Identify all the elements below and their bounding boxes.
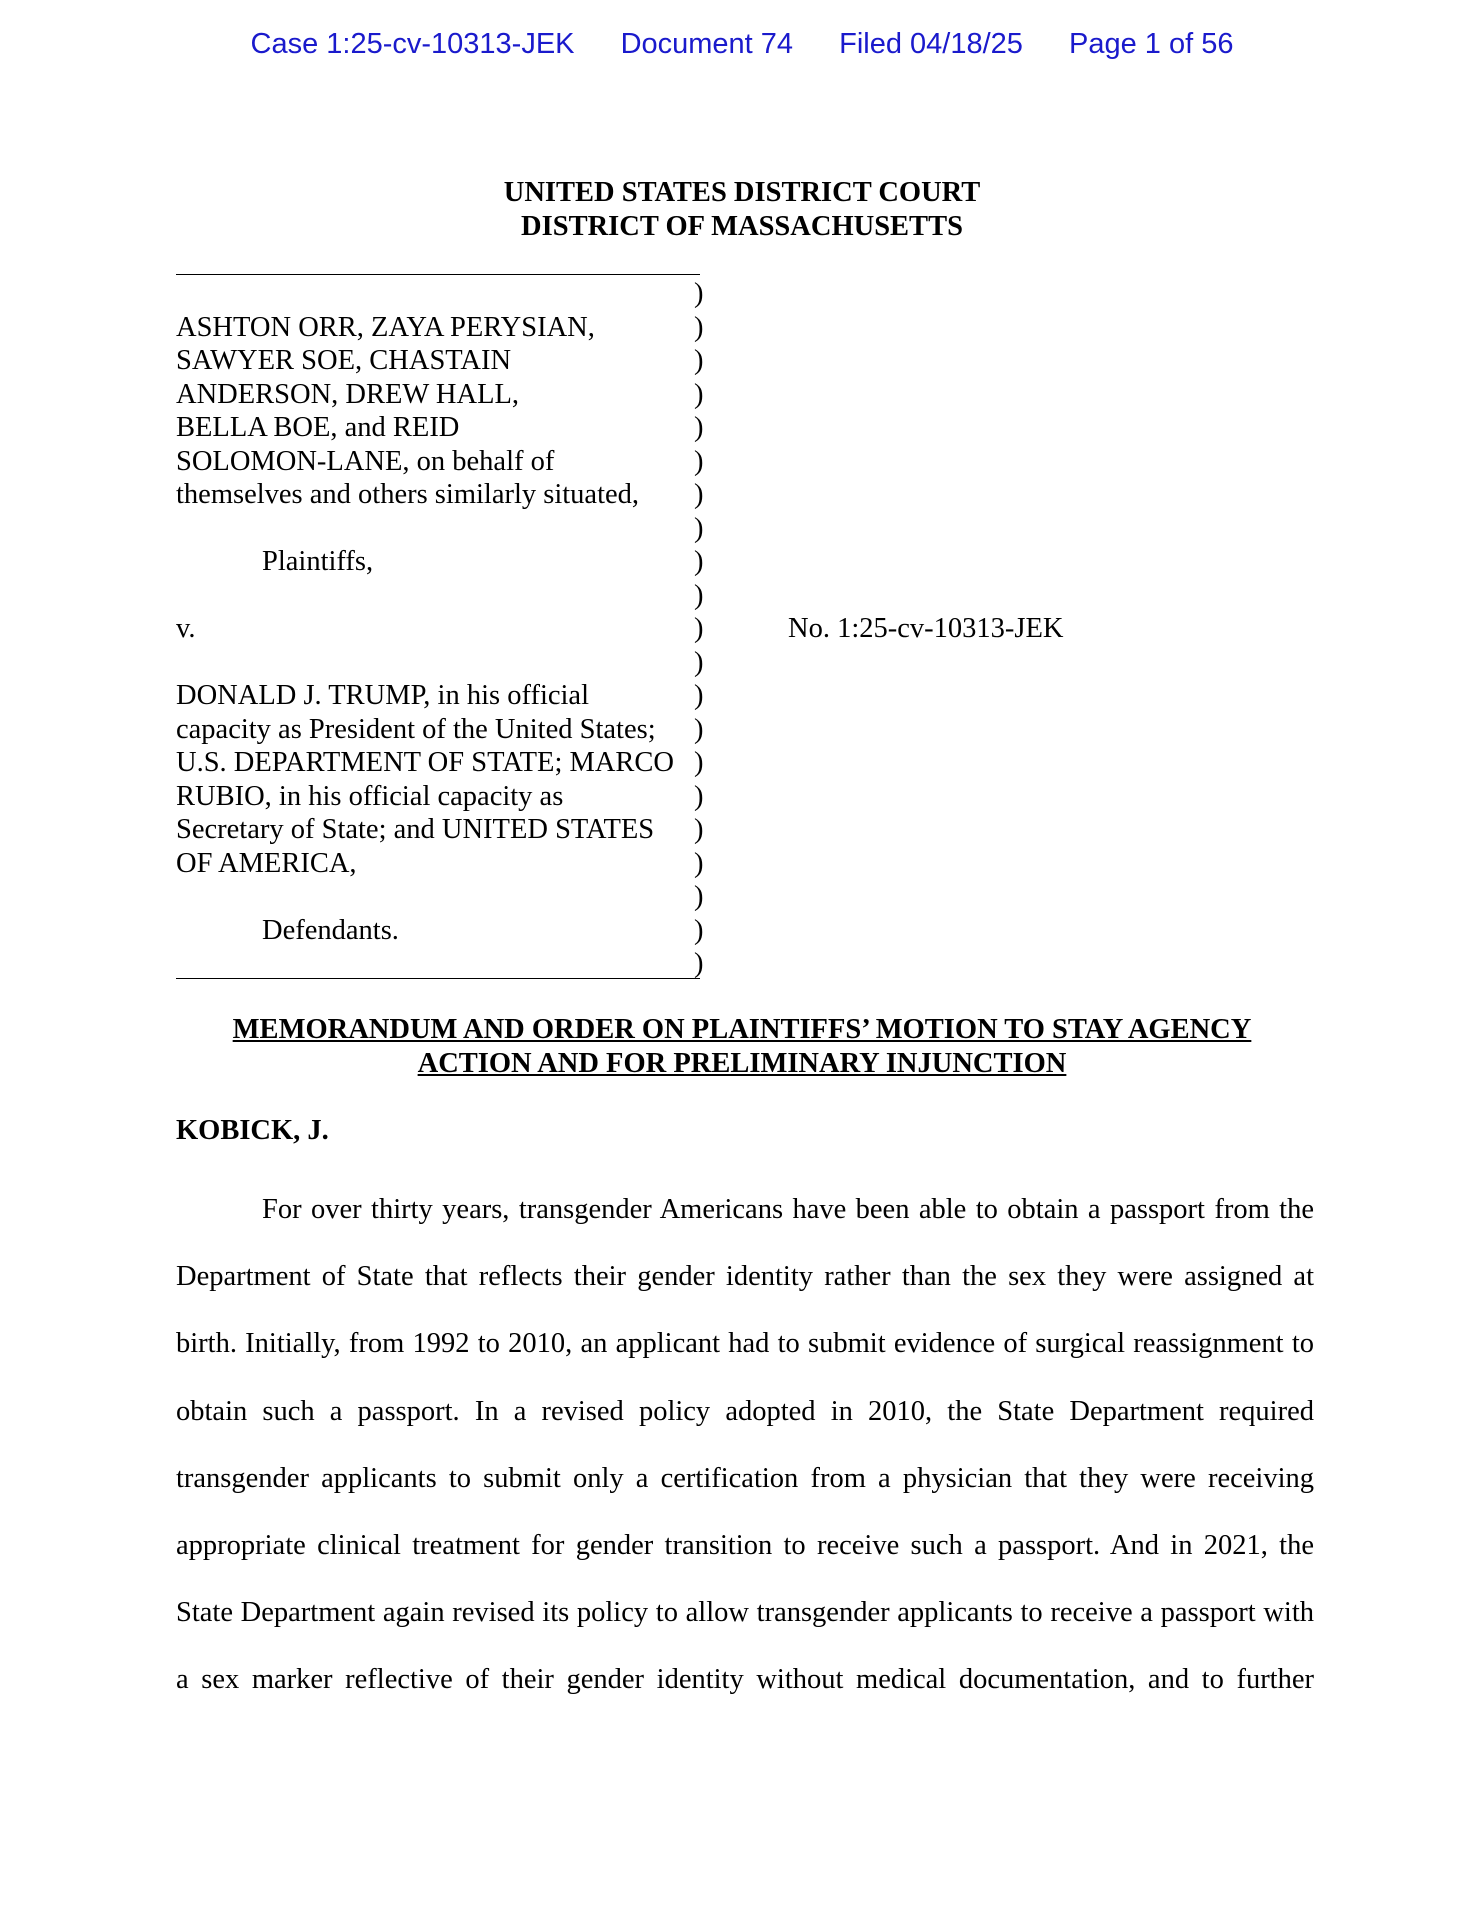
body-line: appropriate clinical treatment for gender transition to receive such a passport. And in 2021, the — [176, 1530, 1314, 1562]
body-line: birth. Initially, from 1992 to 2010, an applicant had to submit evidence of surgical reassignment to — [176, 1328, 1314, 1360]
case-caption — [176, 277, 674, 947]
defendant-line: capacity as President of the United States; — [176, 713, 656, 745]
plaintiff-line: SOLOMON-LANE, on behalf of — [176, 445, 555, 477]
court-district: DISTRICT OF MASSACHUSETTS — [521, 211, 963, 242]
defendant-line: Secretary of State; and UNITED STATES — [176, 814, 655, 845]
case-number-stamp: Case 1:25-cv-10313-JEK — [250, 28, 575, 60]
defendant-line: DONALD J. TRUMP, in his official — [176, 680, 589, 711]
defendants-label: Defendants. — [262, 914, 399, 946]
body-line: a sex marker reflective of their gender identity without medical documentation, and to further — [176, 1664, 1314, 1696]
memorandum-title — [0, 1013, 1484, 1081]
memorandum-title-line: MEMORANDUM AND ORDER ON PLAINTIFFS’ MOTION TO STAY AGENCY — [232, 1014, 1252, 1045]
body-line: obtain such a passport. In a revised policy adopted in 2010, the State Department required — [176, 1395, 1314, 1427]
court-name: UNITED STATES DISTRICT COURT — [503, 177, 981, 208]
caption-top-rule — [176, 274, 700, 275]
plaintiff-line: SAWYER SOE, CHASTAIN — [176, 345, 512, 376]
filed-date-stamp: Filed 04/18/25 — [839, 28, 1023, 60]
document-number-stamp: Document 74 — [620, 28, 794, 60]
caption-paren-column: ) ) ) ) ) ) ) ) ) ) ) ) ) ) ) ) ) ) ) ) ) — [694, 278, 704, 979]
ecf-header-stamp — [0, 24, 1484, 64]
plaintiff-line: ANDERSON, DREW HALL, — [176, 378, 520, 410]
page-count-stamp: Page 1 of 56 — [1069, 28, 1234, 60]
body-line: Department of State that reflects their gender identity rather than the sex they were assigned at — [176, 1261, 1314, 1293]
body-line: State Department again revised its policy to allow transgender applicants to receive a passport with — [176, 1597, 1314, 1629]
judge-name: KOBICK, J. — [176, 1115, 329, 1146]
body-line: transgender applicants to submit only a certification from a physician that they were receiving — [176, 1462, 1314, 1494]
court-heading — [0, 176, 1484, 244]
plaintiffs-label: Plaintiffs, — [262, 546, 374, 577]
defendant-line: U.S. DEPARTMENT OF STATE; MARCO — [176, 747, 675, 778]
body-line: For over thirty years, transgender Americans have been able to obtain a passport from the — [262, 1194, 1314, 1225]
plaintiff-line: ASHTON ORR, ZAYA PERYSIAN, — [176, 311, 595, 343]
versus-label: v. — [176, 613, 196, 644]
plaintiff-line: themselves and others similarly situated, — [176, 479, 640, 510]
defendant-line: RUBIO, in his official capacity as — [176, 780, 564, 812]
opinion-body — [176, 1176, 1314, 1714]
memorandum-title-line: ACTION AND FOR PRELIMINARY INJUNCTION — [417, 1048, 1067, 1079]
docket-number: No. 1:25-cv-10313-JEK — [788, 613, 1064, 644]
plaintiff-line: BELLA BOE, and REID — [176, 412, 460, 443]
defendant-line: OF AMERICA, — [176, 847, 357, 879]
caption-bottom-rule — [176, 978, 700, 979]
